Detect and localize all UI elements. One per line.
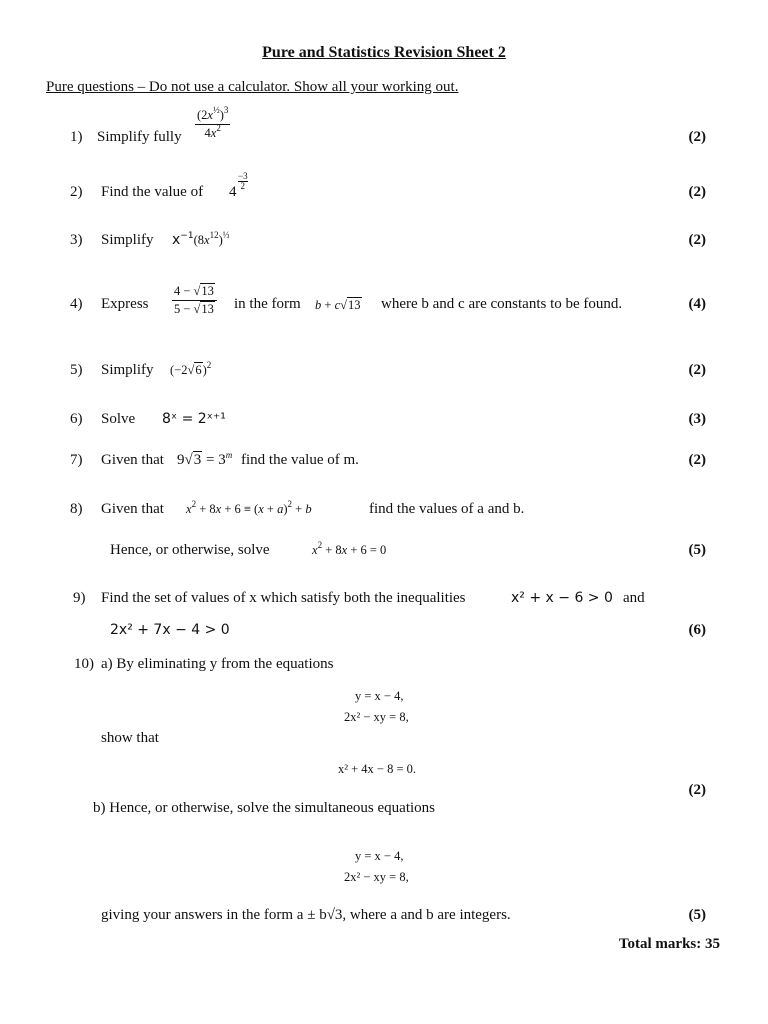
q3-marks: (2) [688, 232, 706, 248]
q4-marks: (4) [688, 296, 706, 312]
q8-equation: $x^2 + 8x + 6 = 0$ [312, 540, 387, 557]
q8-line2: Hence, or otherwise, solve [110, 542, 270, 558]
q8-marks: (5) [688, 542, 706, 558]
q1-marks: (2) [688, 129, 706, 145]
q10b-equation-1: y = x − 4, [355, 849, 404, 863]
q8-number: 8) [70, 501, 83, 517]
page-title: Pure and Statistics Revision Sheet 2 [262, 44, 506, 61]
q10-number: 10) [74, 656, 94, 672]
q3-number: 3) [70, 232, 83, 248]
q5-text: Simplify [101, 362, 154, 378]
q10a-equation-2: 2x² − xy = 8, [344, 710, 409, 724]
q6-equation: 8ˣ = 2ˣ⁺¹ [162, 411, 226, 427]
q9-marks: (6) [688, 622, 706, 638]
q2-text: Find the value of [101, 184, 204, 200]
q4-text: Express [101, 296, 149, 312]
q7-marks: (2) [688, 452, 706, 468]
q1-expression: $\frac{(2x^{\frac{1}{2}})^3}{4x^2}$ [197, 105, 229, 140]
q5-expression: $(-2√6)^2$ [170, 360, 212, 377]
q8-text: Given that [101, 501, 164, 517]
q10a-text: a) By eliminating y from the equations [101, 656, 334, 672]
q7-tail: find the value of m. [241, 452, 359, 468]
q3-expression: $x^{-1}(8x^{12})^{\frac{1}{3}}$ [172, 230, 230, 248]
q4-number: 4) [70, 296, 83, 312]
q9-number: 9) [73, 590, 86, 606]
q9-and: and [623, 590, 645, 606]
q9-inequality-1: x² + x − 6 > 0 [511, 590, 613, 606]
q7-equation: $9√3 = 3^m$ [177, 450, 233, 468]
total-marks: Total marks: 35 [618, 936, 720, 952]
q4-mid: in the form [234, 296, 301, 312]
q10b-marks: (5) [688, 907, 706, 923]
q1-number: 1) [70, 129, 83, 145]
q4-tail: where b and c are constants to be found. [381, 296, 623, 312]
q10a-marks: (2) [688, 782, 706, 798]
q10a-equation-1: y = x − 4, [355, 689, 404, 703]
q10b-instruction: giving your answers in the form a ± b√3, where a and b are integers. [101, 907, 511, 923]
q2-marks: (2) [688, 184, 706, 200]
q8-tail: find the values of a and b. [369, 501, 525, 517]
q4-form: b + c√13 [315, 298, 361, 312]
q9-inequality-2: 2x² + 7x − 4 > 0 [110, 622, 230, 638]
q6-marks: (3) [688, 411, 706, 427]
q5-marks: (2) [688, 362, 706, 378]
q6-text: Solve [101, 411, 136, 427]
q9-text: Find the set of values of x which satisfy both the inequalities [101, 590, 466, 606]
q6-number: 6) [70, 411, 83, 427]
q2-exponent: −3 2 [238, 171, 248, 191]
q3-text: Simplify [101, 232, 154, 248]
q2-number: 2) [70, 184, 83, 200]
q7-number: 7) [70, 452, 83, 468]
q10b-text: b) Hence, or otherwise, solve the simultaneous equations [93, 800, 435, 816]
q8-identity: $x^2 + 8x + 6 \equiv (x + a)^2 + b$ [186, 499, 312, 516]
q5-number: 5) [70, 362, 83, 378]
q10b-equation-2: 2x² − xy = 8, [344, 870, 409, 884]
q7-text: Given that [101, 452, 164, 468]
q2-base: 4 [229, 184, 237, 200]
q10a-show-that: show that [101, 730, 159, 746]
q10a-show-equation: x² + 4x − 8 = 0. [338, 762, 417, 776]
q4-fraction: $\frac{4 - √13}{5 - √13}$ [172, 284, 217, 317]
instructions: Pure questions – Do not use a calculator. Show all your working out. [46, 79, 459, 95]
q1-text: Simplify fully [97, 129, 182, 145]
